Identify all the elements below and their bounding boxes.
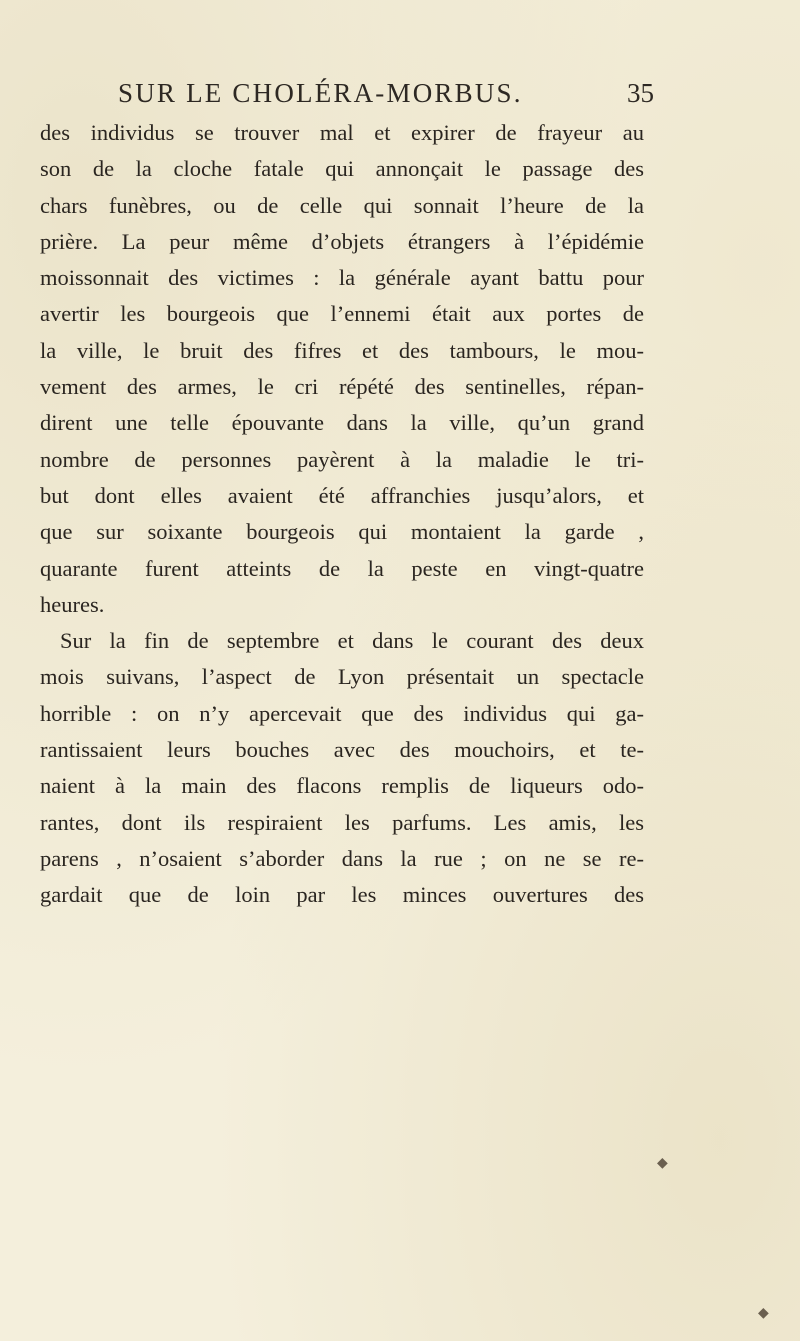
text-line: son de la cloche fatale qui annonçait le passage des (40, 156, 644, 182)
text-line: mois suivans, l’aspect de Lyon présentait un spectacle (40, 664, 644, 690)
text-line: chars funèbres, ou de celle qui sonnait l’heure de la (40, 192, 644, 218)
text-line: dirent une telle épouvante dans la ville, qu’un grand (40, 410, 644, 436)
text-line: nombre de personnes payèrent à la maladie le tri- (40, 446, 644, 472)
text-line: avertir les bourgeois que l’ennemi était aux portes de (40, 301, 644, 327)
body-text (40, 115, 644, 914)
text-line: rantes, dont ils respiraient les parfums. Les amis, les (40, 809, 644, 835)
text-line: vement des armes, le cri répété des sentinelles, répan- (40, 374, 644, 400)
paragraph-end-line: heures. (40, 591, 105, 617)
page-number: 35 (627, 78, 654, 108)
text-line: naient à la main des flacons remplis de liqueurs odo- (40, 773, 644, 799)
paper-speck: ◆ (758, 1306, 769, 1321)
running-title: SUR LE CHOLÉRA-MORBUS. (118, 78, 523, 108)
text-line: prière. La peur même d’objets étrangers à l’épidémie (40, 228, 644, 254)
text-line: gardait que de loin par les minces ouvertures des (40, 882, 644, 908)
text-line: rantissaient leurs bouches avec des mouchoirs, et te- (40, 737, 644, 763)
paragraph-start-line: Sur la fin de septembre et dans le courant des deux (60, 628, 644, 654)
paper-speck: ◆ (657, 1156, 668, 1171)
running-head (118, 78, 658, 118)
text-line: horrible : on n’y apercevait que des individus qui ga- (40, 700, 644, 726)
text-line: moissonnait des victimes : la générale ayant battu pour (40, 265, 644, 291)
text-line: but dont elles avaient été affranchies jusqu’alors, et (40, 482, 644, 508)
text-line: que sur soixante bourgeois qui montaient la garde , (40, 519, 644, 545)
text-line: la ville, le bruit des fifres et des tambours, le mou- (40, 337, 644, 363)
text-line: des individus se trouver mal et expirer de frayeur au (40, 120, 644, 145)
text-line: quarante furent atteints de la peste en vingt-quatre (40, 555, 644, 581)
text-line: parens , n’osaient s’aborder dans la rue ; on ne se re- (40, 845, 644, 871)
